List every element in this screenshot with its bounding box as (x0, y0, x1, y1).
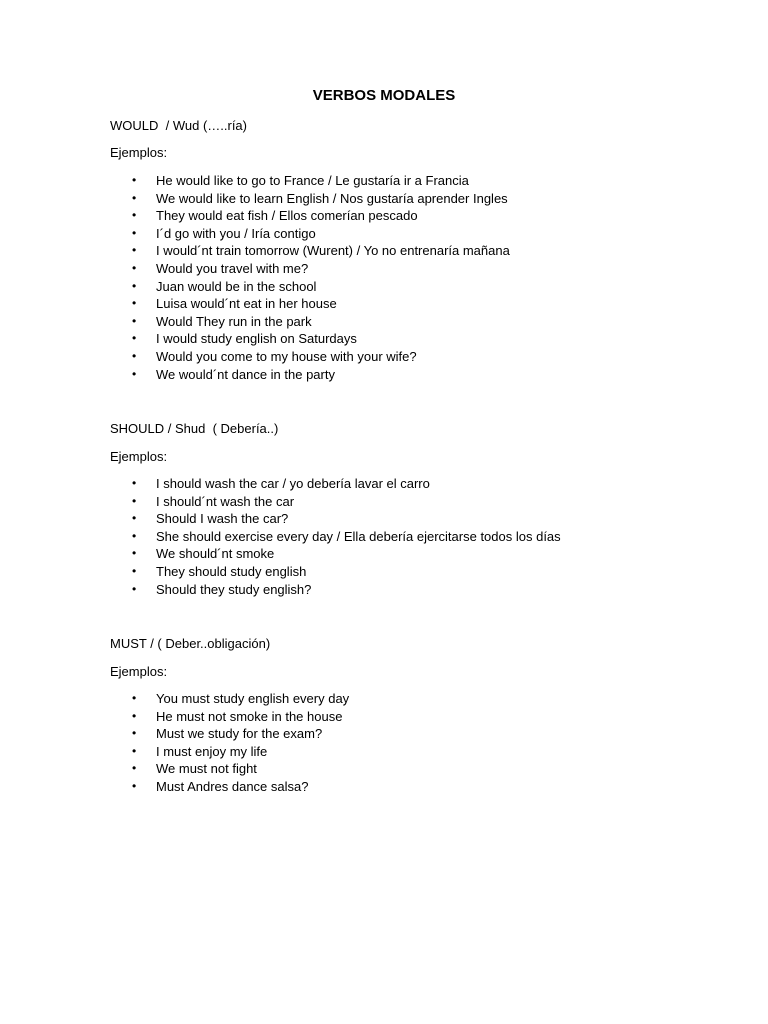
bullet-icon: • (132, 493, 137, 508)
bullet-icon: • (132, 225, 137, 240)
bullet-icon: • (132, 313, 137, 328)
bullet-icon: • (132, 511, 137, 526)
list-item-text: Would you come to my house with your wife? (156, 348, 417, 364)
bullet-icon: • (132, 208, 137, 223)
list-item-text: Would They run in the park (156, 313, 312, 329)
bullet-icon: • (132, 331, 137, 346)
list-item-text: Should they study english? (156, 581, 312, 597)
bullet-icon: • (132, 190, 137, 205)
section-heading-would: WOULD / Wud (…..ría) (110, 118, 247, 133)
list-item-text: Luisa would´nt eat in her house (156, 296, 337, 312)
bullet-icon: • (132, 743, 137, 758)
bullet-icon: • (132, 581, 137, 596)
bullet-icon: • (132, 243, 137, 258)
list-item-text: Should I wash the car? (156, 511, 289, 527)
bullet-icon: • (132, 366, 137, 381)
bullet-icon: • (132, 528, 137, 543)
bullet-icon: • (132, 260, 137, 275)
list-item-text: We should´nt smoke (156, 546, 275, 562)
list-item-text: They should study english (156, 563, 307, 579)
list-item-text: We must not fight (156, 761, 257, 777)
list-item-text: I should wash the car / yo debería lavar el carro (156, 476, 430, 491)
list-item-text: He would like to go to France / Le gustaría ir a Francia (156, 173, 469, 188)
bullet-icon: • (132, 708, 137, 723)
bullet-icon: • (132, 546, 137, 561)
section-heading-must: MUST / ( Deber..obligación) (110, 636, 271, 651)
list-item-text: Must we study for the exam? (156, 726, 323, 742)
list-item-text: Would you travel with me? (156, 260, 309, 276)
bullet-icon: • (132, 296, 137, 311)
list-item-text: They would eat fish / Ellos comerían pescado (156, 208, 418, 224)
list-item-text: I must enjoy my life (156, 743, 268, 759)
bullet-icon: • (132, 476, 137, 490)
list-item-text: You must study english every day (156, 691, 350, 706)
bullet-icon: • (132, 691, 137, 705)
list-item-text: We would´nt dance in the party (156, 366, 335, 382)
bullet-icon: • (132, 778, 137, 793)
list-item-text: I´d go with you / Iría contigo (156, 225, 316, 241)
list-item-text: Juan would be in the school (156, 278, 317, 294)
list-item-text: I should´nt wash the car (156, 493, 295, 509)
examples-label-should: Ejemplos: (110, 449, 168, 464)
list-item-text: He must not smoke in the house (156, 708, 343, 724)
bullet-icon: • (132, 278, 137, 293)
bullet-icon: • (132, 348, 137, 363)
document-title: VERBOS MODALES (312, 87, 456, 104)
list-item-text: We would like to learn English / Nos gustaría aprender Ingles (156, 190, 508, 206)
section-heading-should: SHOULD / Shud ( Debería..) (110, 421, 279, 436)
bullet-icon: • (132, 563, 137, 578)
list-item-text: I would´nt train tomorrow (Wurent) / Yo no entrenaría mañana (156, 243, 510, 259)
bullet-icon: • (132, 761, 137, 776)
examples-label-must: Ejemplos: (110, 664, 168, 679)
bullet-icon: • (132, 726, 137, 741)
list-item-text: I would study english on Saturdays (156, 331, 357, 347)
list-item-text: She should exercise every day / Ella debería ejercitarse todos los días (156, 528, 561, 544)
examples-label-would: Ejemplos: (110, 145, 168, 160)
list-item-text: Must Andres dance salsa? (156, 778, 309, 794)
bullet-icon: • (132, 173, 137, 187)
